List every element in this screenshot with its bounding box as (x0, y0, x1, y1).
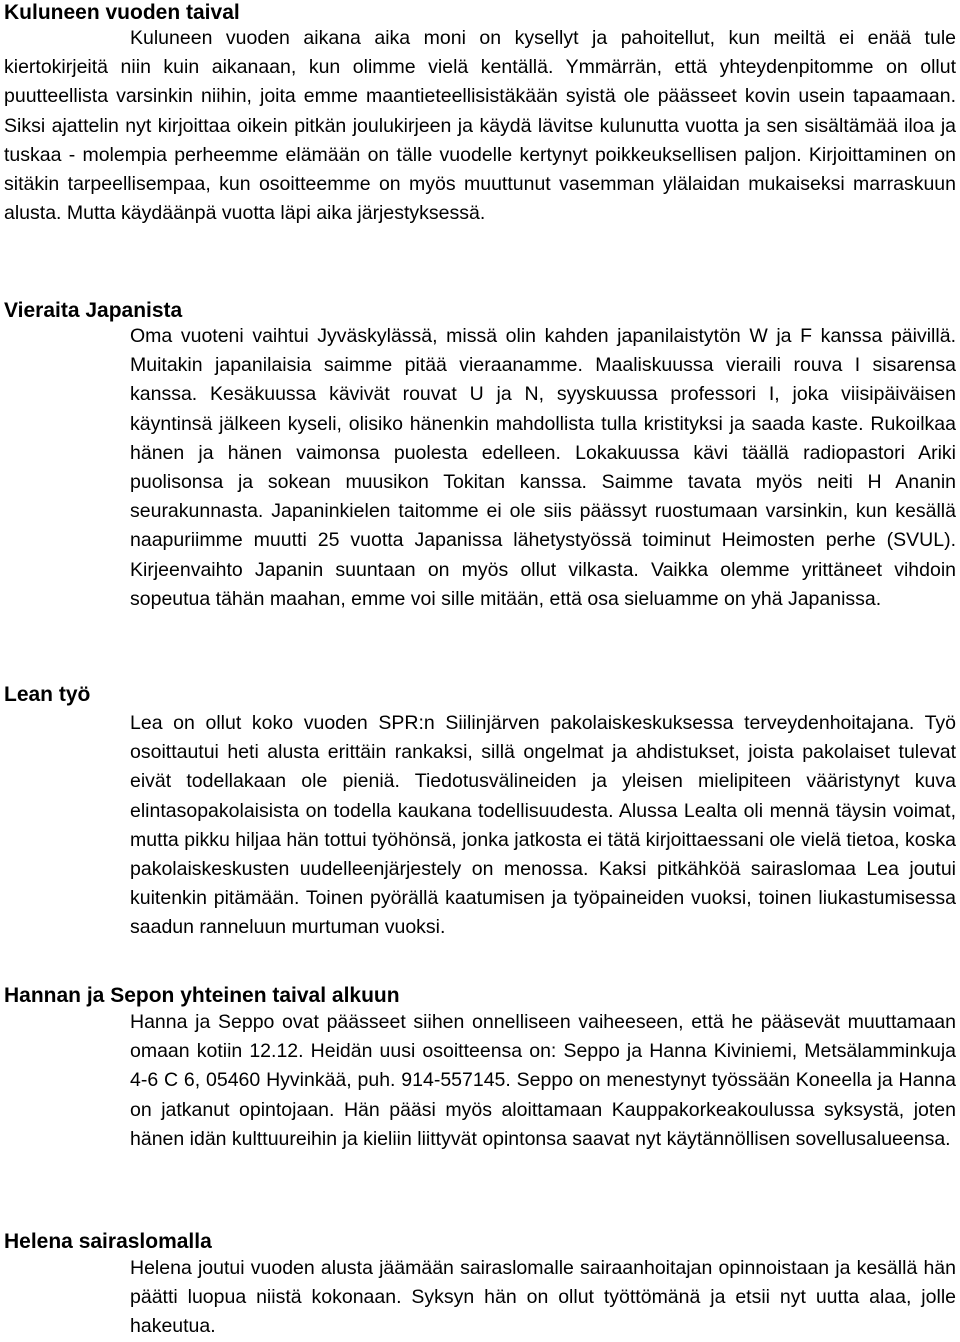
section-body: Kuluneen vuoden aikana aika moni on kysellyt ja pahoitellut, kun meiltä ei enää tule kiertokirjeitä niin kuin aikanaan, kun olimme vielä kentällä. Ymmärrän, että yhteydenpitomme on ollut puutteellista varsinkin niihin, joita emme maantieteellisistäkään syistä ole päässeet kovin usein tapaamaan. Siksi ajattelin nyt kirjoittaa oikein pitkän joulukirjeen ja käydä lävitse kulunutta vuotta ja sen sisältämää iloa ja tuskaa - molempia perheemme elämään on tälle vuodelle kertynyt poikkeuksellisen paljon. Kirjoittaminen on sitäkin tarpeellisempaa, kun osoitteemme on myös muuttunut vasemman ylälaidan mukaiseksi marraskuun alusta. Mutta käydäänpä vuotta läpi aika järjestyksessä. (4, 27, 956, 225)
section-heading: Lean työ (4, 683, 91, 706)
section-heading: Hannan ja Sepon yhteinen taival alkuun (4, 984, 400, 1007)
section-heading: Kuluneen vuoden taival (4, 1, 240, 24)
section-heading: Helena sairaslomalla (4, 1230, 212, 1253)
section-body: Oma vuoteni vaihtui Jyväskylässä, missä olin kahden japanilaistytön W ja F kanssa päivillä. Muitakin japanilaisia saimme pitää vieraanamme. Maaliskuussa vieraili rouva I sisarensa kanssa. Kesäkuussa kävivät rouvat U ja N, syyskuussa professori I, joka viisipäiväisen käyntinsä jälkeen kyseli, olisiko hänenkin mahdollista tulla kristityksi ja saada kaste. Rukoilkaa hänen ja hänen vaimonsa puolesta edelleen. Lokakuussa kävi täällä radiopastori Ariki puolisonsa ja sokean muusikon Tokitan kanssa. Saimme tavata myös neiti H Ananin seurakunnasta. Japaninkielen taitomme ei ole siis päässyt ruostumaan varsinkin, kun kesällä naapuriimme muutti 25 vuotta Japanissa lähetystyössä toiminut Heimosten perhe (SVUL). Kirjeenvaihto Japanin suuntaan on myös ollut vilkasta. Vaikka olemme yrittäneet vihdoin sopeutua tähän maahan, emme voi sille mitään, että osa sieluamme on yhä Japanissa. (130, 325, 956, 610)
section-body: Lea on ollut koko vuoden SPR:n Siilinjärven pakolaiskeskuksessa terveydenhoitajana. Työ osoittautui heti alusta erittäin rankaksi, sillä ongelmat ja ahdistukset, joista pakolaiset tulevat eivät todellakaan ole pieniä. Tiedotusvälineiden ja yleisen mielipiteen vääristynyt kuva elintasopakolaisista on todella kaukana todellisuudesta. Alussa Lealta oli mennä täysin voimat, mutta pikku hiljaa hän tottui työhönsä, jonka jatkosta ei tätä kirjoittaessani ole vielä tietoa, koska pakolaiskeskusten uudelleenjärjestely on menossa. Kaksi pitkähköä sairaslomaa Lea joutui kuitenkin pitämään. Toinen pyörällä kaatumisen ja työpaineiden vuoksi, toinen liukastumisessa saadun ranneluun murtuman vuoksi. (130, 712, 956, 939)
section-body: Hanna ja Seppo ovat päässeet siihen onnelliseen vaiheeseen, että he pääsevät muuttamaan omaan kotiin 12.12. Heidän uusi osoitteensa on: Seppo ja Hanna Kiviniemi, Metsälamminkuja 4-6 C 6, 05460 Hyvinkää, puh. 914-557145. Seppo on menestynyt työssään Koneella ja Hanna on jatkanut opintojaan. Hän pääsi myös aloittamaan Kauppakorkeakoulussa syksystä, joten hänen idän kulttuureihin ja kieliin liittyvät opintonsa saavat nyt käytännöllisen sovellusalueensa. (130, 1011, 956, 1150)
section-heading: Vieraita Japanista (4, 299, 183, 322)
section-body: Helena joutui vuoden alusta jäämään sairaslomalle sairaanhoitajan opinnoistaan ja kesällä hän päätti luopua niistä kokonaan. Syksyn hän on ollut työttömänä ja etsii nyt uutta alaa, jolle hakeutua. (130, 1257, 956, 1338)
